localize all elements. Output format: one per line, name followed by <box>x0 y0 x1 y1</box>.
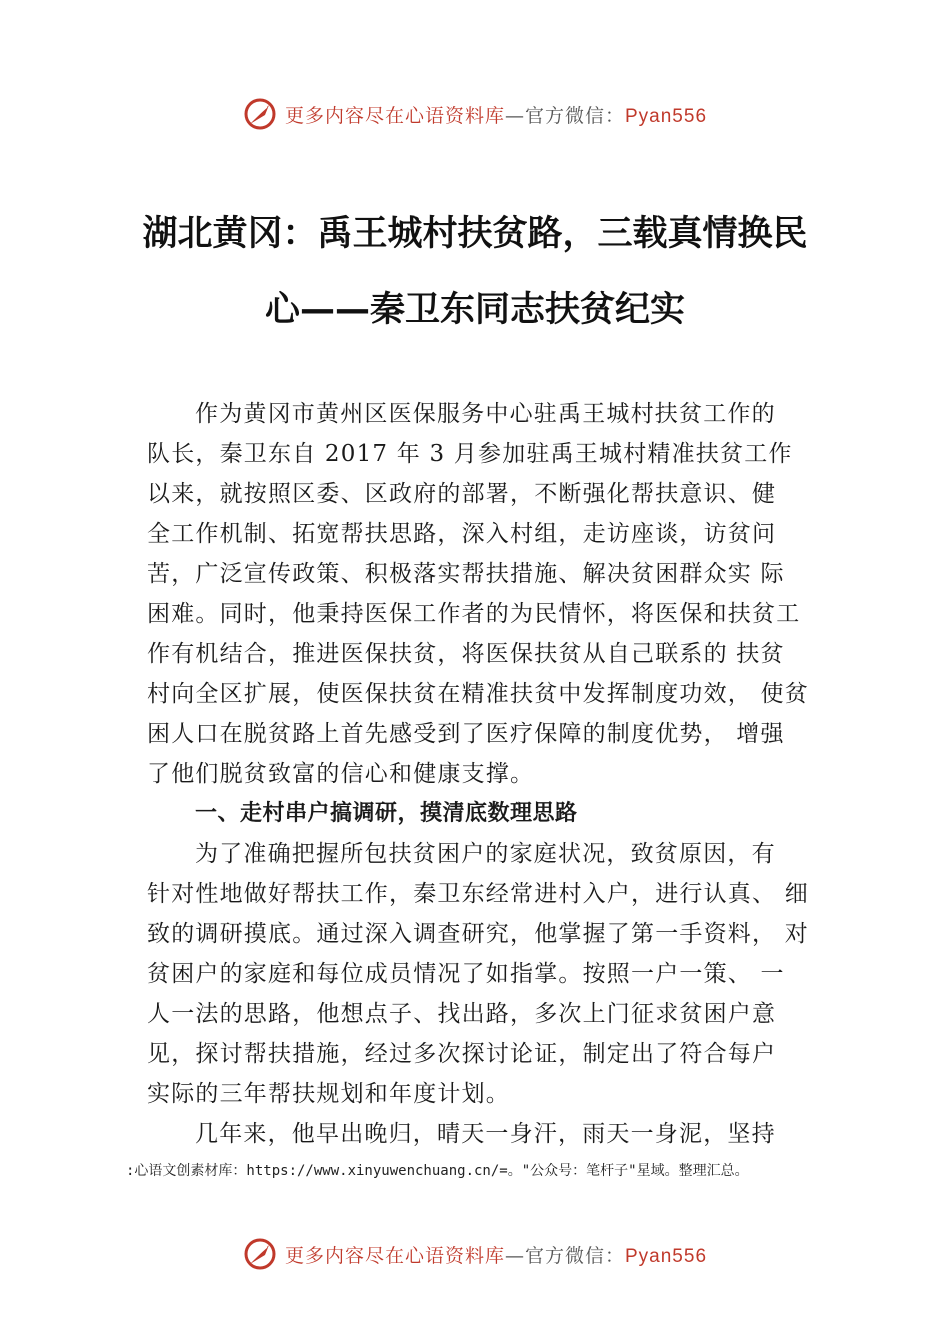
banner-text: 更多内容尽在心语资料库—官方微信：Pyan556 <box>284 1244 708 1267</box>
text-line: 以来，就按照区委、区政府的部署，不断强化帮扶意识、健 <box>147 481 777 507</box>
text-line: 全工作机制、拓宽帮扶思路，深入村组，走访座谈，访贫问 <box>147 521 777 547</box>
text-line: 困人口在脱贫路上首先感受到了医疗保障的制度优势， 增强 <box>147 721 785 747</box>
text-line: 村向全区扩展，使医保扶贫在精准扶贫中发挥制度功效， 使贫 <box>147 681 809 707</box>
section-heading: 一、走村串户搞调研，摸清底数理思路 <box>195 801 578 826</box>
page-title-line-1: 湖北黄冈：禹王城村扶贫路，三载真情换民 <box>142 214 808 254</box>
text-line: 针对性地做好帮扶工作，秦卫东经常进村入户，进行认真、 细 <box>147 881 809 907</box>
article-body <box>147 394 837 1154</box>
paragraph-1 <box>147 394 837 794</box>
text-line: 人一法的思路，他想点子、找出路，多次上门征求贫困户意 <box>147 1001 777 1027</box>
text-line: 见，探讨帮扶措施，经过多次探讨论证，制定出了符合每户 <box>147 1041 777 1067</box>
top-banner <box>0 94 950 134</box>
text-line: 为了准确把握所包扶贫困户的家庭状况，致贫原因，有 <box>195 841 776 867</box>
quill-logo-icon <box>243 97 277 131</box>
text-line: 困难。同时，他秉持医保工作者的为民情怀，将医保和扶贫工 <box>147 601 801 627</box>
paragraph-3 <box>147 1114 837 1154</box>
paragraph-2 <box>147 834 837 1114</box>
text-line: 了他们脱贫致富的信心和健康支撑。 <box>147 761 535 787</box>
page-title-line-2: 心——秦卫东同志扶贫纪实 <box>264 290 685 330</box>
source-footnote: :心语文创素材库：https://www.xinyuwenchuang.cn/=。"公众号：笔杆子"星域。整理汇总。 <box>126 1163 749 1179</box>
text-line: 贫困户的家庭和每位成员情况了如指掌。按照一户一策、 一 <box>147 961 785 987</box>
text-line: 作有机结合，推进医保扶贫，将医保扶贫从自己联系的 扶贫 <box>147 641 785 667</box>
banner-text: 更多内容尽在心语资料库—官方微信：Pyan556 <box>284 104 708 127</box>
text-line: 实际的三年帮扶规划和年度计划。 <box>147 1081 510 1107</box>
quill-logo-icon <box>243 1237 277 1271</box>
text-line: 苦，广泛宣传政策、积极落实帮扶措施、解决贫困群众实 际 <box>147 561 785 587</box>
bottom-banner <box>0 1234 950 1274</box>
text-line: 致的调研摸底。通过深入调查研究，他掌握了第一手资料， 对 <box>147 921 809 947</box>
text-line: 几年来，他早出晚归，晴天一身汗，雨天一身泥，坚持 <box>195 1121 776 1147</box>
text-line: 作为黄冈市黄州区医保服务中心驻禹王城村扶贫工作的 <box>195 401 776 427</box>
text-line: 队长，秦卫东自 2017 年 3 月参加驻禹王城村精准扶贫工作 <box>147 441 793 467</box>
